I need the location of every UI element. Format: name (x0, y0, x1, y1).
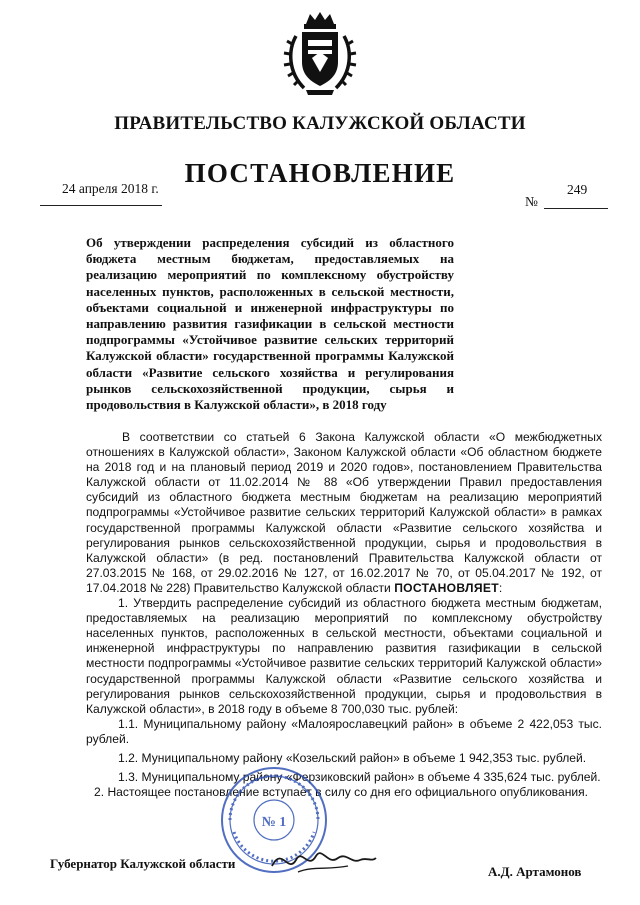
document-type-title: ПОСТАНОВЛЕНИЕ (184, 158, 456, 188)
document-subject: Об утверждении распределения субсидий из областного бюджета местным бюджетам, предоставляемых на реализацию мероприятий по комплексному обустройству населенных пунктов, расположенных в сельской местности, объектами социальной и инженерной инфраструктуры по направлению развития газификации в сельской местности подпрограммы «Устойчивое развитие сельских территорий Калужской области» государственной программы Калужской области «Развитие сельского хозяйства и регулирования рынков сельскохозяйственной продукции, сырья и продовольствия в Калужской области», в 2018 году (86, 235, 454, 413)
signatory-title: Губернатор Калужской области (50, 856, 236, 871)
government-title: ПРАВИТЕЛЬСТВО КАЛУЖСКОЙ ОБЛАСТИ (114, 113, 526, 134)
document-number: 249 (567, 182, 588, 197)
preamble-paragraph (86, 430, 602, 596)
clause-2: 2. Настоящее постановление вступает в силу со дня его официального опубликования. (94, 785, 589, 800)
clause-1: 1. Утвердить распределение субсидий из областного бюджета местным бюджетам, предоставляемых на реализацию мероприятий по комплексному обустройству населенных пунктов, расположенных в сельской местности, объектами социальной и инженерной инфраструктуры по направлению развития газификации в сельской местности подпрограммы «Устойчивое развитие сельских территорий Калужской области» государственной программы Калужской области «Развитие сельского хозяйства и регулирования рынков сельскохозяйственной продукции, сырья и продовольствия в Калужской области», в 2018 году в объеме 8 700,030 тыс. рублей: (86, 596, 602, 716)
clause-1-2: 1.2. Муниципальному району «Козельский район» в объеме 1 942,353 тыс. рублей. (118, 750, 587, 765)
document-date: 24 апреля 2018 г. (62, 181, 159, 196)
resolution-colon: : (498, 580, 503, 595)
resolution-keyword: ПОСТАНОВЛЯЕТ (394, 580, 499, 595)
signatory-name: А.Д. Артамонов (488, 864, 582, 879)
stamp-number: № 1 (261, 815, 287, 830)
number-underline (544, 208, 608, 209)
number-sign: № (525, 194, 538, 209)
kaluga-coat-of-arms-icon (282, 10, 358, 96)
preamble-text: В соответствии со статьей 6 Закона Калужской области «О межбюджетных отношениях в Калужской области», Законом Калужской области «Об областном бюджете на 2018 год и на плановый период 2019 и 2020 годов», постановлением Правительства Калужской области от 11.02.2014 № 88 «Об утверждении Правил предоставления субсидий из областного бюджета местным бюджетам на реализацию мероприятий подпрограммы «Устойчивое развитие сельских территорий Калужской области» в рамках государственной программы Калужской области «Развитие сельского хозяйства и регулирования рынков сельскохозяйственной продукции, сырья и продовольствия в Калужской области» (в ред. постановлений Правительства Калужской области от 27.03.2015 № 168, от 29.02.2016 № 127, от 16.02.2017 № 70, от 05.04.2017 № 192, от 17.04.2018 № 228) Правительство Калужской области (86, 430, 602, 595)
clause-1-1: 1.1. Муниципальному району «Малоярославецкий район» в объеме 2 422,053 тыс. рублей. (86, 716, 602, 746)
date-underline (40, 205, 162, 206)
document-body (86, 430, 602, 800)
governor-signature-icon (268, 836, 378, 880)
clause-1-3: 1.3. Муниципальному району «Ферзиковский район» в объеме 4 335,624 тыс. рублей. (118, 770, 601, 785)
